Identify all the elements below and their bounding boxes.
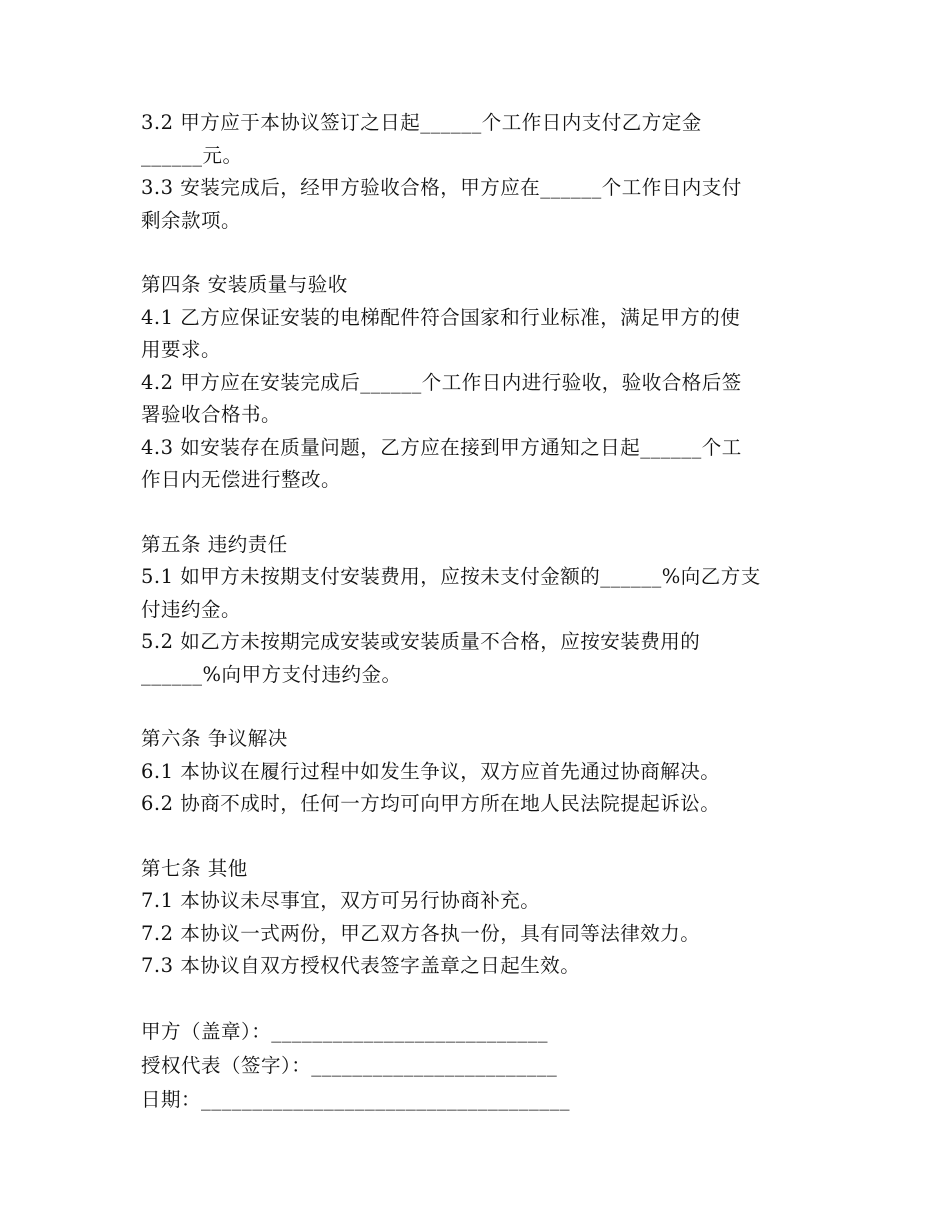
clause-6-1: 6.1 本协议在履行过程中如发生争议，双方应首先通过协商解决。 (141, 759, 721, 783)
section-gap (141, 983, 811, 1015)
section-payment (141, 107, 811, 237)
article-5-heading: 第五条 违约责任 (141, 532, 288, 556)
section-4-quality (141, 269, 811, 497)
clause-7-1: 7.1 本协议未尽事宜，双方可另行协商补充。 (141, 889, 541, 912)
section-gap (141, 237, 811, 269)
section-5-liability (141, 529, 811, 692)
section-6-disputes (141, 723, 811, 821)
article-7-heading: 第七条 其他 (141, 856, 248, 880)
clause-7-2: 7.2 本协议一式两份，甲乙双方各执一份，具有同等法律效力。 (141, 921, 701, 945)
clause-5-1-line-1: 5.1 如甲方未按期支付安装费用，应按未支付金额的______%向乙方支 (141, 565, 761, 588)
clause-4-3-line-1: 4.3 如安装存在质量问题，乙方应在接到甲方通知之日起______个工 (141, 435, 742, 459)
clause-3-2-line-1: 3.2 甲方应于本协议签订之日起______个工作日内支付乙方定金 (141, 111, 702, 134)
article-6-heading: 第六条 争议解决 (141, 727, 288, 750)
clause-7-3: 7.3 本协议自双方授权代表签字盖章之日起生效。 (141, 954, 581, 977)
clause-3-3-line-2: 剩余款项。 (141, 208, 242, 232)
authorized-rep-signature-line: 授权代表（签字）：________________________ (141, 1053, 558, 1077)
clause-3-3-line-1: 3.3 安装完成后，经甲方验收合格，甲方应在______个工作日内支付 (141, 176, 742, 199)
date-line: 日期：____________________________________ (141, 1087, 571, 1111)
party-a-seal-line: 甲方（盖章）：___________________________ (141, 1019, 549, 1043)
clause-4-1-line-2: 用要求。 (141, 338, 222, 361)
section-7-other (141, 853, 811, 983)
clause-6-2: 6.2 协商不成时，任何一方均可向甲方所在地人民法院提起诉讼。 (141, 792, 721, 815)
section-gap (141, 691, 811, 723)
clause-5-2-line-2: ______%向甲方支付违约金。 (141, 662, 402, 686)
clause-4-2-line-1: 4.2 甲方应在安装完成后______个工作日内进行验收，验收合格后签 (141, 370, 742, 394)
clause-5-1-line-2: 付违约金。 (141, 597, 242, 621)
section-gap (141, 821, 811, 853)
clause-4-3-line-2: 作日内无偿进行整改。 (141, 468, 342, 491)
clause-4-1-line-1: 4.1 乙方应保证安装的电梯配件符合国家和行业标准，满足甲方的使 (141, 305, 741, 329)
clause-5-2-line-1: 5.2 如乙方未按期完成安装或安装质量不合格，应按安装费用的 (141, 630, 701, 653)
section-gap (141, 497, 811, 529)
signature-block (141, 1015, 811, 1117)
clause-4-2-line-2: 署验收合格书。 (141, 403, 282, 426)
document-body (141, 107, 811, 1117)
article-4-heading: 第四条 安装质量与验收 (141, 273, 348, 296)
clause-3-2-line-2: ______元。 (141, 143, 243, 167)
